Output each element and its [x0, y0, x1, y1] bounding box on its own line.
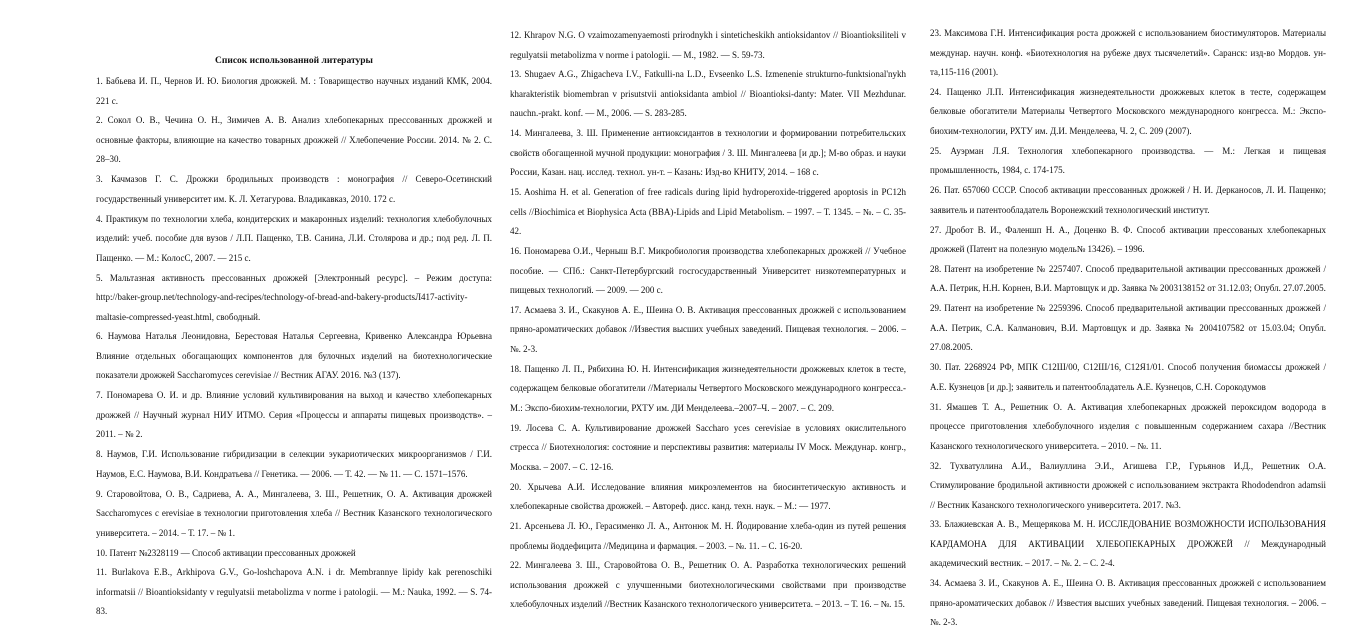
- reference-item: 33. Блажиевская А. В., Мещерякова М. Н. ИССЛЕДОВАНИЕ ВОЗМОЖНОСТИ ИСПОЛЬЗОВАНИЯ КАРДАМОНА ДЛЯ АКТИВАЦИИ ХЛЕБОПЕКАРНЫХ ДРОЖЖЕЙ // Международный академический вестник. – 2017. – №. 2. – С. 2-4.: [930, 519, 1326, 569]
- reference-item: 31. Ямашев Т. А., Решетник О. А. Активация хлебопекарных дрожжей пероксидом водорода в процессе приготовления хлебобулочного изделия с повышенным содержанием сахара //Вестник Казанского технологического университета. – 2010. – №. 11.: [930, 401, 1326, 451]
- reference-item: 5. Мальтазная активность прессованных дрожжей [Электронный ресурс]. – Режим доступа: http://baker-group.net/technology-and-recipes/technology-of-bread-and-bakery-productsЛ417-activity-maltasie-compressed-yeast.html, свободный.: [96, 272, 492, 322]
- reference-item: 27. Дробот В. И., Фаленшп Н. А., Доценко В. Ф. Способ активации прессованых хлебопекарных дрожжей (Патент на полезную модель№ 13426). – 1996.: [930, 224, 1326, 255]
- reference-list: [930, 24, 1326, 633]
- reference-item: 20. Хрычева А.И. Исследование влияния микроэлементов на биосинтетическую активность и хлебопекарные свойства дрожжей. – Автореф. дисс. канд. техн. наук. – М.: — 1977.: [510, 481, 906, 512]
- reference-item: 32. Тухватуллина А.И., Валиуллина Э.И., Агишева Г.Р., Гурьянов И.Д., Решетник О.А. Стимулирование бродильной активности дрожжей с использованием экстракта Rhododendron adamsii // Вестник Казанского технологического университета. 2017. №3.: [930, 460, 1326, 510]
- reference-column-1: [96, 52, 492, 622]
- reference-item: 15. Aoshima H. et al. Generation of free radicals during lipid hydroperoxide-triggered apoptosis in PC12h cells //Biochimica et Biophysica Acta (BBA)-Lipids and Lipid Metabolism. – 1997. – Т. 1345. – №. – С. 35-42.: [510, 187, 906, 237]
- reference-column-2: [510, 26, 906, 615]
- reference-item: 8. Наумов, Г.И. Использование гибридизации в селекции эукариотических микроорганизмов / Г.И. Наумов, Е.С. Наумова, В.И. Кондратьева // Генетика. — 2006. — Т. 42. — № 11. — С. 1571–1576.: [96, 449, 492, 479]
- reference-item: 4. Практикум по технологии хлеба, кондитерских и макаронных изделий: технология хлебобулочных изделий: учеб. пособие для вузов / Л.П. Пащенко, Т.В. Санина, Л.И. Столярова и др.; под ред. Л. П. Пащенко. — М.: КолосС, 2007. — 215 с.: [96, 213, 492, 263]
- reference-item: 21. Арсеньева Л. Ю., Герасименко Л. А., Антонюк М. Н. Йодирование хлеба-один из путей решения проблемы йоддефицита //Медицина и фармация. – 2003. – №. 11. – С. 16-20.: [510, 521, 906, 551]
- reference-item: 7. Пономарева О. И. и др. Влияние условий культивирования на выход и качество хлебопекарных дрожжей // Научный журнал НИУ ИТМО. Серия «Процессы и аппараты пищевых производств». – 2011. – № 2.: [96, 390, 492, 440]
- reference-item: 14. Мингалеева, З. Ш. Применение антиоксидантов в технологии и формировании потребительских свойств обогащенной мучной продукции: монография / З. Ш. Мингалеева [и др.]; М-во образ. и науки России, Казан. нац. исслед. технол. ун-т. – Казань: Изд-во КНИТУ, 2014. – 168 с.: [510, 128, 906, 178]
- reference-item: 12. Khrapov N.G. O vzaimozamenyaemosti prirodnykh i sinteticheskikh antioksidantov // Bioantioksiliteli v regulyatsii metabolizma v norme i patologii. — M., 1982. — S. 59-73.: [510, 30, 906, 60]
- reference-list: [96, 72, 492, 622]
- reference-item: 29. Патент на изобретение № 2259396. Способ предварительной активации прессованных дрожжей / А.А. Петрик, С.А. Калманович, В.И. Мартовщук и др. Заявка № 2004107582 от 15.03.04; Опубл. 27.08.2005.: [930, 303, 1326, 353]
- reference-item: 2. Сокол О. В., Чечина О. Н., Зимичев А. В. Анализ хлебопекарных прессованных дрожжей и основные факторы, влияющие на качество товарных дрожжей // Хлебопечение России. 2014. № 2. С. 28–30.: [96, 115, 492, 165]
- reference-item: 17. Асмаева З. И., Скакунов А. Е., Шеина О. В. Активация прессованных дрожжей с использованием пряно-ароматических добавок //Известия высших учебных заведений. Пищевая технология. – 2006. – №. 2-3.: [510, 304, 906, 354]
- page-title: Список использованной литературы: [215, 56, 373, 66]
- reference-item: 6. Наумова Наталья Леонидовна, Берестовая Наталья Сергеевна, Кривенко Александра Юрьевна Влияние отдельных обогащающих компонентов для булочных изделий на биотехнологические показатели дрожжей Saccharomyces cerevisiae // Вестник АГАУ. 2016. №3 (137).: [96, 331, 492, 381]
- reference-item: 22. Мингалеева З. Ш., Старовойтова О. В., Решетник О. А. Разработка технологических решений использования дрожжей с улучшенными биотехнологическими свойствами при производстве хлебобулочных изделий //Вестник Казанского технологического университета. – 2013. – Т. 16. – №. 15.: [510, 560, 906, 610]
- reference-item: 30. Пат. 2268924 РФ, МПК C12Ш/00, C12Ш/16, C12Я1/01. Способ получения биомассы дрожжей / А.Е. Кузнецов [и др.]; заявитель и патентообладатель А.Е. Кузнецов, С.Н. Сорокодумов: [930, 362, 1326, 392]
- reference-item: 28. Патент на изобретение № 2257407. Способ предварительной активации прессованных дрожжей / А.А. Петрик, Н.Н. Корнен, В.И. Мартовщук и др. Заявка № 2003138152 от 31.12.03; Опубл. 27.07.2005.: [930, 263, 1326, 294]
- reference-item: 34. Асмаева З. И., Скакунов А. Е., Шеина О. В. Активация прессованных дрожжей с использованием пряно-ароматических добавок // Известия высших учебных заведений. Пищевая технология. – 2006. – №. 2-3.: [930, 578, 1326, 628]
- reference-item: 3. Качмазов Г. С. Дрожжи бродильных производств : монография // Северо-Осетинский государственный университет им. К. Л. Хетагурова. Владикавказ, 2010. 172 с.: [96, 174, 492, 204]
- reference-item: 10. Патент №2328119 — Способ активации прессованных дрожжей: [96, 547, 356, 558]
- reference-item: 26. Пат. 657060 СССР. Способ активации прессованных дрожжей / Н. И. Дерканосов, Л. И. Пащенко; заявитель и патентообладатель Воронежский технологический институт.: [930, 185, 1326, 215]
- reference-item: 24. Пащенко Л.П. Интенсификация жизнедеятельности дрожжевых клеток в тесте, содержащем белковые обогатители Материалы Четвертого Московского международного конгресса. М.: Экспо-биохим-технологии, РХТУ им. Д.И. Менделеева, Ч. 2, С. 209 (2007).: [930, 86, 1326, 136]
- reference-item: 9. Старовойтова, О. В., Садриева, А. А., Мингалеева, З. Ш., Решетник, О. А. Активация дрожжей Saccharomyces c erevisiae в технологии приготовления хлеба // Вестник Казанского технологического университета. – 2014. – Т. 17. – № 1.: [96, 488, 492, 538]
- reference-list: [510, 26, 906, 615]
- reference-column-3: [930, 24, 1326, 633]
- reference-item: 11. Burlakova E.B., Arkhipova G.V., Go-loshchapova A.N. i dr. Membrannye lipidy kak perenoschiki informatsii // Bioantioksidanty v regulyatsii metabolizma v norme i patologii. — M.: Nauka, 1992. — S. 74-83.: [96, 567, 492, 617]
- reference-item: 23. Максимова Г.Н. Интенсификация роста дрожжей с использованием биостимуляторов. Материалы междунар. научн. конф. «Биотехнология на рубеже двух тысячелетий». Саранск: изд-во Мордов. ун-та,115-116 (2001).: [930, 28, 1326, 77]
- reference-item: 25. Ауэрман Л.Я. Технология хлебопекарного производства. — М.: Легкая и пищевая промышленность, 1984, с. 174-175.: [930, 145, 1326, 176]
- reference-item: 1. Бабьева И. П., Чернов И. Ю. Биология дрожжей. М. : Товарищество научных изданий КМК, 2004. 221 с.: [96, 76, 492, 106]
- reference-item: 16. Пономарева О.И., Черныш В.Г. Микробиология производства хлебопекарных дрожжей // Учебное пособие. — СПб.: Санкт-Петербургский госгосударственный Университет низкотемпературных и пищевых технологий. — 2009. — 200 с.: [510, 246, 906, 296]
- reference-item: 19. Лосева С. А. Культивирование дрожжей Saccharo yces cerevisiae в условиях окислительного стресса // Биотехнология: состояние и перспективы развития: материалы IV Моск. Междунар. конгр., Москва. – 2007. – С. 12-16.: [510, 422, 906, 472]
- reference-item: 18. Пащенко Л. П., Рябихина Ю. Н. Интенсификация жизнедеятельности дрожжевых клеток в тесте, содержащем белковые обогатители //Материалы Четвертого Московского международного конгресса.-М.: Экспо-биохим-технологии, РХТУ им. ДИ Менделеева.–2007–Ч. – 2007. – С. 209.: [510, 363, 906, 413]
- reference-item: 13. Shugaev A.G., Zhigacheva I.V., Fatkulli-na L.D., Evseenko L.S. Izmenenie strukturno-funktsional'nykh kharakteristik biomembran v prisutstvii antioksidanta ambiol // Bioantioksi-danty: Mater. VII Mezhdunar. nauchn.-prakt. konf. — M., 2006. — S. 283-285.: [510, 69, 906, 119]
